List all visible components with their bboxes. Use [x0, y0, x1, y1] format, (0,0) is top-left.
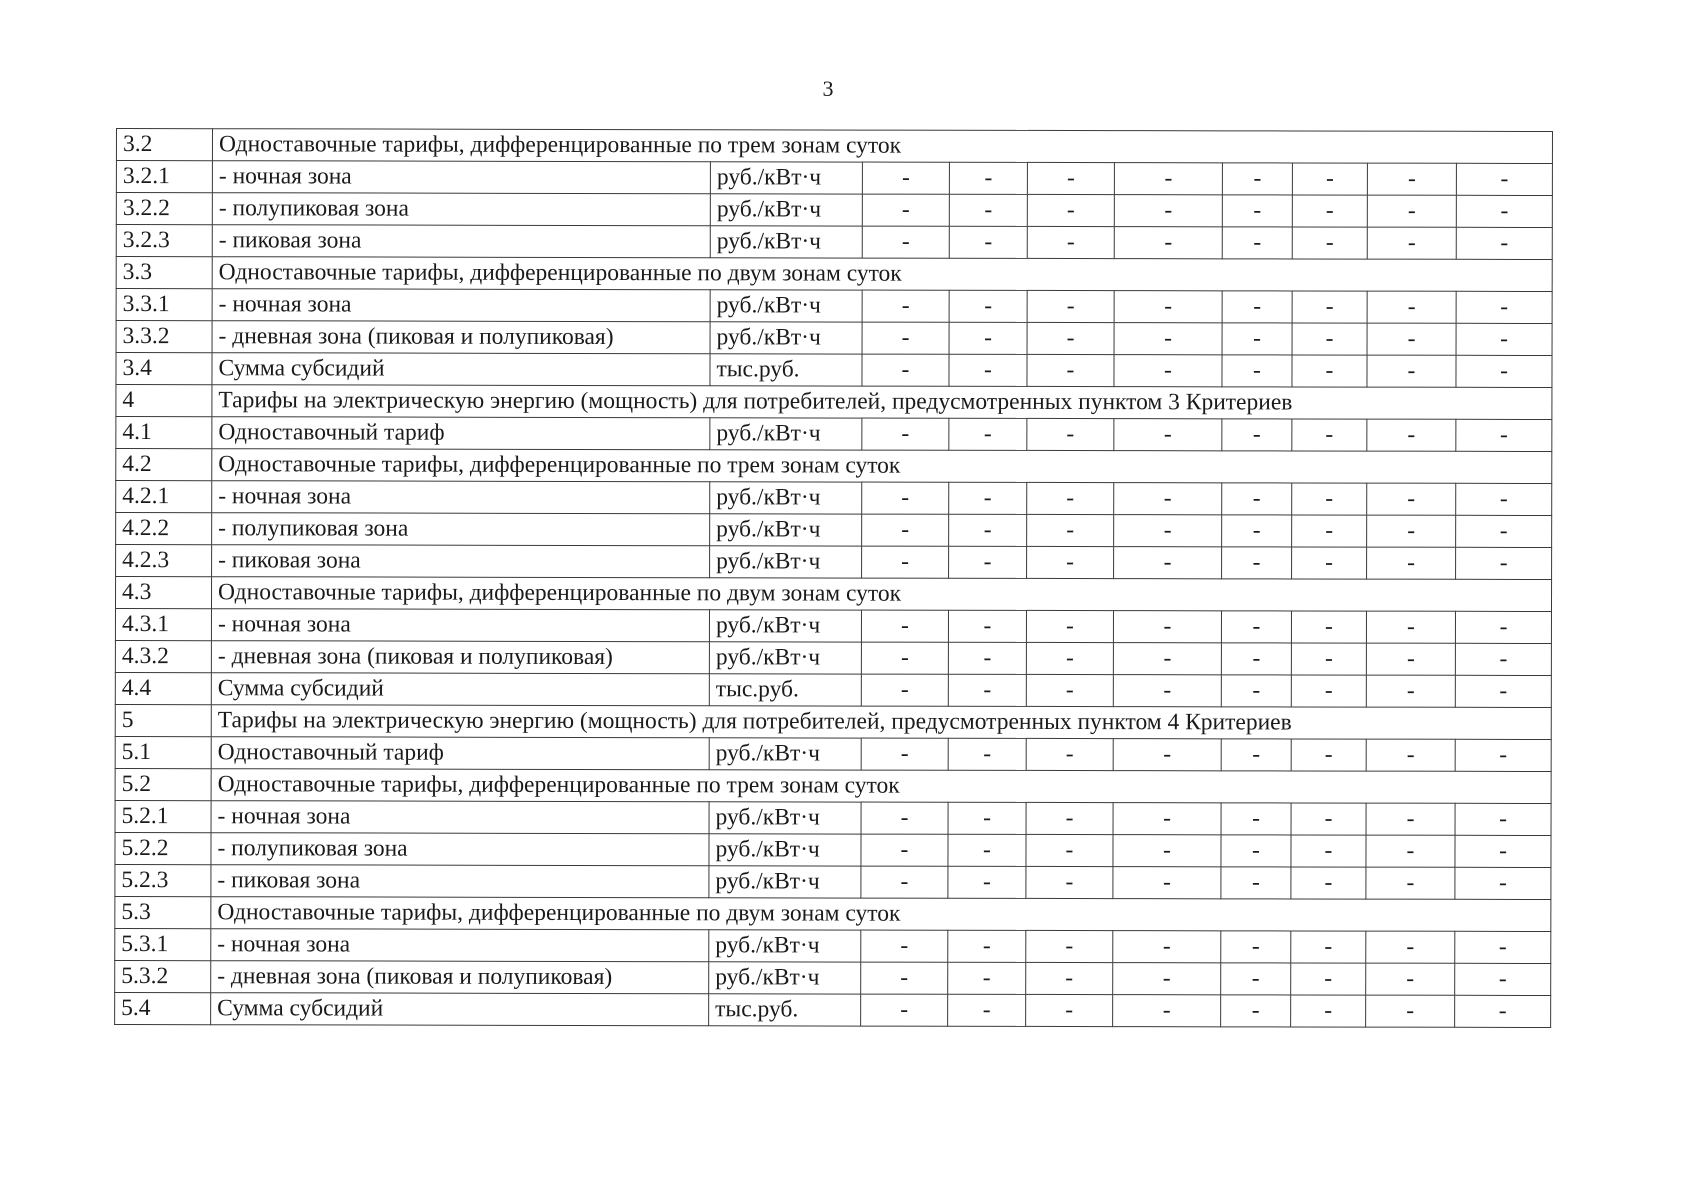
value-cell: -	[1367, 227, 1456, 259]
value-cell: -	[949, 418, 1027, 450]
value-cell: -	[1366, 611, 1455, 643]
row-number: 4.1	[116, 417, 212, 449]
value-cell: -	[1291, 803, 1366, 835]
value-cell: -	[1292, 291, 1367, 323]
value-cell: -	[948, 866, 1026, 898]
value-cell: -	[1291, 867, 1366, 899]
value-cell: -	[1367, 547, 1456, 579]
value-cell: -	[949, 226, 1027, 258]
value-cell: -	[1455, 675, 1551, 707]
table-row	[116, 513, 1552, 548]
row-unit: руб./кВт·ч	[709, 930, 861, 962]
value-cell: -	[1027, 162, 1114, 194]
value-cell: -	[1292, 195, 1367, 227]
value-cell: -	[862, 354, 949, 386]
row-number: 4.2.1	[116, 481, 212, 513]
value-cell: -	[1222, 483, 1292, 515]
row-unit: руб./кВт·ч	[709, 802, 861, 834]
value-cell: -	[1222, 195, 1292, 227]
value-cell: -	[948, 674, 1026, 706]
value-cell: -	[1114, 291, 1222, 323]
value-cell: -	[949, 354, 1027, 386]
section-row	[115, 704, 1551, 739]
value-cell: -	[1367, 323, 1456, 355]
value-cell: -	[1027, 546, 1114, 578]
row-number: 3.2.1	[116, 161, 212, 193]
section-row	[115, 577, 1551, 612]
value-cell: -	[948, 962, 1026, 994]
row-number: 5	[115, 704, 211, 736]
value-cell: -	[861, 642, 948, 674]
table-row	[115, 832, 1551, 867]
value-cell: -	[1455, 611, 1551, 643]
table-row	[116, 289, 1552, 324]
value-cell: -	[1291, 963, 1366, 995]
row-unit: руб./кВт·ч	[710, 418, 862, 450]
row-number: 3.3	[116, 257, 212, 289]
table-row	[116, 225, 1552, 260]
value-cell: -	[1026, 994, 1113, 1026]
value-cell: -	[862, 546, 949, 578]
value-cell: -	[948, 642, 1026, 674]
value-cell: -	[1221, 611, 1291, 643]
value-cell: -	[1222, 515, 1292, 547]
row-unit: руб./кВт·ч	[709, 738, 861, 770]
value-cell: -	[1456, 163, 1552, 195]
table-row	[115, 672, 1551, 707]
row-unit: руб./кВт·ч	[710, 514, 862, 546]
value-cell: -	[1222, 291, 1292, 323]
row-unit: руб./кВт·ч	[710, 194, 862, 226]
value-cell: -	[1367, 291, 1456, 323]
value-cell: -	[1455, 803, 1551, 835]
value-cell: -	[949, 162, 1027, 194]
value-cell: -	[1113, 611, 1221, 643]
value-cell: -	[1291, 675, 1366, 707]
table-row	[115, 928, 1551, 963]
table-row	[115, 960, 1551, 995]
row-number: 5.2.3	[115, 864, 211, 896]
value-cell: -	[1027, 322, 1114, 354]
value-cell: -	[1455, 739, 1551, 771]
value-cell: -	[1366, 803, 1455, 835]
value-cell: -	[949, 290, 1027, 322]
table-row	[115, 992, 1551, 1027]
value-cell: -	[1114, 547, 1222, 579]
value-cell: -	[1114, 227, 1222, 259]
value-cell: -	[1456, 323, 1552, 355]
section-row	[115, 896, 1551, 931]
section-row	[116, 385, 1552, 420]
value-cell: -	[1455, 867, 1551, 899]
table-row	[115, 640, 1551, 675]
value-cell: -	[1114, 163, 1222, 195]
value-cell: -	[1026, 738, 1113, 770]
row-number: 4.2.2	[116, 513, 212, 545]
value-cell: -	[1366, 867, 1455, 899]
section-title: Одноставочные тарифы, дифференцированные по трем зонам суток	[212, 449, 1552, 484]
value-cell: -	[1221, 867, 1291, 899]
value-cell: -	[1114, 483, 1222, 515]
value-cell: -	[949, 194, 1027, 226]
table-row	[116, 417, 1552, 452]
value-cell: -	[1221, 643, 1291, 675]
value-cell: -	[1366, 995, 1455, 1027]
value-cell: -	[861, 610, 948, 642]
page-number: 3	[822, 76, 834, 101]
value-cell: -	[1113, 643, 1221, 675]
row-description: - ночная зона	[211, 929, 709, 962]
value-cell: -	[1026, 866, 1113, 898]
value-cell: -	[1222, 227, 1292, 259]
value-cell: -	[949, 514, 1027, 546]
value-cell: -	[1026, 802, 1113, 834]
value-cell: -	[1456, 355, 1552, 387]
row-number: 5.2.2	[115, 832, 211, 864]
value-cell: -	[1114, 195, 1222, 227]
value-cell: -	[1113, 675, 1221, 707]
value-cell: -	[1366, 931, 1455, 963]
value-cell: -	[1026, 834, 1113, 866]
value-cell: -	[862, 162, 949, 194]
value-cell: -	[1222, 323, 1292, 355]
value-cell: -	[861, 738, 948, 770]
value-cell: -	[862, 482, 949, 514]
value-cell: -	[1291, 995, 1366, 1027]
row-number: 5.2.1	[115, 800, 211, 832]
value-cell: -	[1367, 195, 1456, 227]
value-cell: -	[948, 834, 1026, 866]
value-cell: -	[1221, 675, 1291, 707]
row-description: - пиковая зона	[211, 865, 709, 898]
row-unit: тыс.руб.	[709, 994, 861, 1026]
value-cell: -	[1292, 419, 1367, 451]
value-cell: -	[1114, 515, 1222, 547]
section-title: Одноставочные тарифы, дифференцированные по двум зонам суток	[211, 897, 1551, 932]
value-cell: -	[862, 226, 949, 258]
value-cell: -	[1027, 226, 1114, 258]
value-cell: -	[861, 802, 948, 834]
row-unit: руб./кВт·ч	[710, 482, 862, 514]
section-row	[116, 449, 1552, 484]
value-cell: -	[1366, 643, 1455, 675]
value-cell: -	[861, 962, 948, 994]
row-number: 5.4	[115, 992, 211, 1024]
value-cell: -	[862, 418, 949, 450]
value-cell: -	[1455, 995, 1551, 1027]
value-cell: -	[1367, 483, 1456, 515]
value-cell: -	[1367, 355, 1456, 387]
value-cell: -	[1221, 803, 1291, 835]
value-cell: -	[1027, 482, 1114, 514]
value-cell: -	[949, 546, 1027, 578]
value-cell: -	[949, 482, 1027, 514]
value-cell: -	[1113, 835, 1221, 867]
value-cell: -	[861, 930, 948, 962]
value-cell: -	[1367, 419, 1456, 451]
value-cell: -	[1221, 739, 1291, 771]
section-row	[116, 257, 1552, 292]
section-title: Одноставочные тарифы, дифференцированные по трем зонам суток	[211, 769, 1551, 804]
value-cell: -	[1222, 419, 1292, 451]
value-cell: -	[1291, 611, 1366, 643]
row-unit: руб./кВт·ч	[709, 642, 861, 674]
value-cell: -	[1456, 227, 1552, 259]
value-cell: -	[1292, 547, 1367, 579]
row-description: Одноставочный тариф	[212, 417, 710, 450]
row-description: - полупиковая зона	[211, 833, 709, 866]
table-row	[115, 609, 1551, 644]
row-number: 3.2.3	[116, 225, 212, 257]
value-cell: -	[1026, 674, 1113, 706]
value-cell: -	[1026, 642, 1113, 674]
section-title: Одноставочные тарифы, дифференцированные по двум зонам суток	[211, 577, 1551, 612]
value-cell: -	[1455, 963, 1551, 995]
value-cell: -	[861, 674, 948, 706]
table-row	[115, 864, 1551, 899]
row-unit: руб./кВт·ч	[710, 546, 862, 578]
value-cell: -	[1113, 867, 1221, 899]
row-unit: руб./кВт·ч	[710, 322, 862, 354]
value-cell: -	[1026, 930, 1113, 962]
value-cell: -	[948, 610, 1026, 642]
value-cell: -	[1113, 803, 1221, 835]
row-number: 3.3.2	[116, 321, 212, 353]
row-description: - дневная зона (пиковая и полупиковая)	[211, 961, 709, 994]
row-number: 3.3.1	[116, 289, 212, 321]
value-cell: -	[1366, 963, 1455, 995]
row-description: Сумма субсидий	[211, 673, 709, 706]
value-cell: -	[1292, 515, 1367, 547]
value-cell: -	[948, 738, 1026, 770]
row-number: 5.2	[115, 768, 211, 800]
value-cell: -	[1292, 355, 1367, 387]
row-number: 5.3.2	[115, 960, 211, 992]
row-unit: руб./кВт·ч	[709, 866, 861, 898]
value-cell: -	[1113, 963, 1221, 995]
row-description: - ночная зона	[212, 161, 710, 194]
section-title: Одноставочные тарифы, дифференцированные по двум зонам суток	[212, 257, 1552, 292]
value-cell: -	[1114, 323, 1222, 355]
row-description: Сумма субсидий	[212, 353, 710, 386]
row-number: 4.4	[115, 672, 211, 704]
value-cell: -	[1366, 739, 1455, 771]
row-description: - дневная зона (пиковая и полупиковая)	[211, 641, 709, 674]
value-cell: -	[1221, 995, 1291, 1027]
value-cell: -	[861, 834, 948, 866]
value-cell: -	[1291, 931, 1366, 963]
value-cell: -	[1292, 227, 1367, 259]
value-cell: -	[1456, 515, 1552, 547]
value-cell: -	[1222, 547, 1292, 579]
section-title: Одноставочные тарифы, дифференцированные по трем зонам суток	[212, 129, 1552, 164]
row-unit: тыс.руб.	[710, 354, 862, 386]
value-cell: -	[1221, 963, 1291, 995]
row-number: 5.1	[115, 736, 211, 768]
row-unit: руб./кВт·ч	[710, 226, 862, 258]
value-cell: -	[862, 514, 949, 546]
value-cell: -	[1292, 323, 1367, 355]
value-cell: -	[1027, 418, 1114, 450]
row-unit: руб./кВт·ч	[709, 610, 861, 642]
value-cell: -	[1456, 547, 1552, 579]
section-title: Тарифы на электрическую энергию (мощность) для потребителей, предусмотренных пунктом 4 Критериев	[211, 705, 1551, 740]
table-row	[115, 736, 1551, 771]
section-title: Тарифы на электрическую энергию (мощность) для потребителей, предусмотренных пунктом 3 Критериев	[212, 385, 1552, 420]
value-cell: -	[1026, 962, 1113, 994]
value-cell: -	[1292, 483, 1367, 515]
table-row	[115, 800, 1551, 835]
table-row	[116, 353, 1552, 388]
table-row	[116, 481, 1552, 516]
row-number: 3.2	[116, 129, 212, 161]
value-cell: -	[1222, 163, 1292, 195]
value-cell: -	[1456, 483, 1552, 515]
value-cell: -	[1292, 163, 1367, 195]
value-cell: -	[1113, 995, 1221, 1027]
value-cell: -	[861, 994, 948, 1026]
row-unit: тыс.руб.	[709, 674, 861, 706]
row-number: 4.3.2	[115, 640, 211, 672]
table-row	[116, 545, 1552, 580]
value-cell: -	[862, 290, 949, 322]
table-row	[116, 193, 1552, 228]
row-number: 4.2	[116, 449, 212, 481]
row-unit: руб./кВт·ч	[710, 290, 862, 322]
value-cell: -	[1026, 610, 1113, 642]
value-cell: -	[1221, 931, 1291, 963]
row-unit: руб./кВт·ч	[710, 162, 862, 194]
row-description: Сумма субсидий	[211, 993, 709, 1026]
row-description: - полупиковая зона	[212, 513, 710, 546]
value-cell: -	[1113, 739, 1221, 771]
row-description: - пиковая зона	[212, 545, 710, 578]
value-cell: -	[1113, 931, 1221, 963]
row-number: 3.2.2	[116, 193, 212, 225]
value-cell: -	[1456, 195, 1552, 227]
value-cell: -	[1222, 355, 1292, 387]
row-unit: руб./кВт·ч	[709, 962, 861, 994]
value-cell: -	[1221, 835, 1291, 867]
row-number: 4.2.3	[116, 545, 212, 577]
row-description: - полупиковая зона	[212, 193, 710, 226]
value-cell: -	[1367, 163, 1456, 195]
value-cell: -	[1367, 515, 1456, 547]
row-number: 4.3	[115, 577, 211, 609]
row-unit: руб./кВт·ч	[709, 834, 861, 866]
table-row	[116, 161, 1552, 196]
value-cell: -	[1291, 835, 1366, 867]
row-description: Одноставочный тариф	[211, 737, 709, 770]
value-cell: -	[862, 194, 949, 226]
value-cell: -	[1456, 291, 1552, 323]
row-number: 5.3.1	[115, 928, 211, 960]
table-row	[116, 321, 1552, 356]
row-number: 3.4	[116, 353, 212, 385]
row-description: - ночная зона	[212, 481, 710, 514]
value-cell: -	[948, 802, 1026, 834]
section-row	[116, 129, 1552, 164]
value-cell: -	[861, 866, 948, 898]
value-cell: -	[1027, 194, 1114, 226]
value-cell: -	[1455, 835, 1551, 867]
row-description: - пиковая зона	[212, 225, 710, 258]
row-description: - ночная зона	[211, 609, 709, 642]
value-cell: -	[1456, 419, 1552, 451]
value-cell: -	[1291, 739, 1366, 771]
value-cell: -	[1114, 355, 1222, 387]
row-description: - ночная зона	[212, 289, 710, 322]
value-cell: -	[1027, 354, 1114, 386]
value-cell: -	[1027, 514, 1114, 546]
section-row	[115, 768, 1551, 803]
value-cell: -	[1366, 835, 1455, 867]
row-number: 4	[116, 385, 212, 417]
tariff-table	[114, 128, 1553, 1028]
value-cell: -	[862, 322, 949, 354]
value-cell: -	[1366, 675, 1455, 707]
row-description: - ночная зона	[211, 801, 709, 834]
value-cell: -	[1027, 290, 1114, 322]
value-cell: -	[948, 930, 1026, 962]
value-cell: -	[1291, 643, 1366, 675]
value-cell: -	[1455, 643, 1551, 675]
value-cell: -	[1455, 931, 1551, 963]
row-number: 5.3	[115, 896, 211, 928]
value-cell: -	[1114, 419, 1222, 451]
value-cell: -	[949, 322, 1027, 354]
row-number: 4.3.1	[115, 609, 211, 641]
row-description: - дневная зона (пиковая и полупиковая)	[212, 321, 710, 354]
value-cell: -	[948, 994, 1026, 1026]
